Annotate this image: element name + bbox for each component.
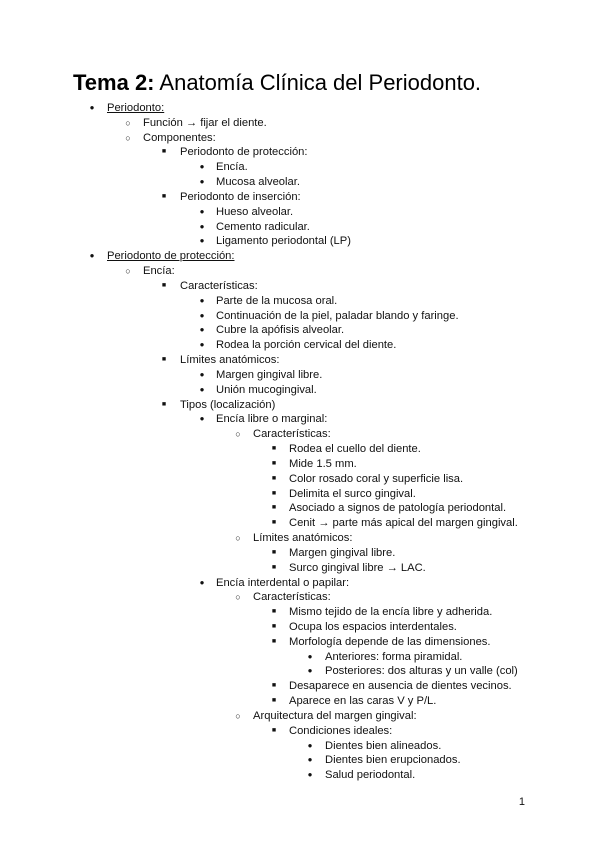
list-item: [0, 427, 600, 442]
list-item-text: Encía:: [143, 265, 175, 278]
bullet-icon: ●: [307, 666, 313, 676]
list-item: [0, 383, 600, 398]
list-item-text: Encía.: [216, 161, 248, 174]
bullet-icon: ■: [271, 682, 277, 690]
list-item: [0, 190, 600, 205]
bullet-icon: ●: [199, 325, 205, 335]
list-item: [0, 576, 600, 591]
list-item: [0, 531, 600, 546]
bullet-icon: ●: [199, 340, 205, 350]
list-item-text: Dientes bien alineados.: [325, 739, 442, 752]
bullet-icon: ■: [271, 474, 277, 482]
list-item: [0, 131, 600, 146]
list-item-text: Margen gingival libre.: [216, 368, 323, 381]
bullet-icon: ○: [125, 132, 131, 143]
bullet-icon: ●: [307, 755, 313, 765]
list-item: [0, 457, 600, 472]
list-item-text: Unión mucogingival.: [216, 383, 317, 396]
list-item: [0, 605, 600, 620]
title-rest: Anatomía Clínica del Periodonto.: [154, 70, 482, 95]
list-item-text: Hueso alveolar.: [216, 205, 294, 218]
list-item: [0, 620, 600, 635]
list-item-text: Salud periodontal.: [325, 769, 416, 782]
bullet-icon: ●: [307, 770, 313, 780]
list-item: [0, 353, 600, 368]
bullet-icon: ○: [125, 117, 131, 128]
list-item-text: Periodonto de inserción:: [180, 190, 301, 203]
bullet-icon: ■: [271, 504, 277, 512]
bullet-icon: ○: [235, 592, 241, 603]
list-item-text: Tipos (localización): [180, 398, 276, 411]
bullet-icon: ●: [89, 251, 95, 261]
list-item: [0, 679, 600, 694]
list-item-text: Función → fijar el diente.: [143, 116, 267, 129]
bullet-icon: ■: [161, 148, 167, 156]
list-item-text: Rodea la porción cervical del diente.: [216, 339, 397, 352]
list-item: [0, 249, 600, 264]
bullet-icon: ■: [271, 637, 277, 645]
list-item-text: Continuación de la piel, paladar blando y faringe.: [216, 309, 459, 322]
bullet-icon: ■: [271, 489, 277, 497]
list-item: [0, 768, 600, 783]
bullet-icon: ●: [199, 221, 205, 231]
bullet-icon: ●: [199, 162, 205, 172]
list-item: [0, 724, 600, 739]
list-item-text: Mucosa alveolar.: [216, 176, 300, 189]
outline-list: [0, 101, 600, 783]
bullet-icon: ●: [199, 369, 205, 379]
bullet-icon: ■: [271, 563, 277, 571]
list-item-text: Ocupa los espacios interdentales.: [289, 620, 457, 633]
list-item-text: Mide 1.5 mm.: [289, 457, 357, 470]
page-title: [73, 70, 481, 96]
list-item: [0, 279, 600, 294]
list-item: [0, 516, 600, 531]
bullet-icon: ■: [161, 356, 167, 364]
list-item-text: Límites anatómicos:: [253, 532, 353, 545]
bullet-icon: ●: [199, 384, 205, 394]
list-item-text: Cubre la apófisis alveolar.: [216, 324, 345, 337]
list-item-text: Cemento radicular.: [216, 220, 310, 233]
list-item: [0, 160, 600, 175]
list-item: [0, 116, 600, 131]
list-item: [0, 709, 600, 724]
list-item: [0, 145, 600, 160]
list-item: [0, 739, 600, 754]
list-item: [0, 338, 600, 353]
bullet-icon: ■: [271, 445, 277, 453]
bullet-icon: ○: [125, 266, 131, 277]
list-item: [0, 753, 600, 768]
list-item: [0, 590, 600, 605]
list-item: [0, 175, 600, 190]
list-item-text: Aparece en las caras V y P/L.: [289, 695, 437, 708]
list-item: [0, 487, 600, 502]
list-item-text: Ligamento periodontal (LP): [216, 235, 351, 248]
bullet-icon: ■: [271, 548, 277, 556]
title-bold: Tema 2:: [73, 70, 155, 95]
bullet-icon: ■: [161, 281, 167, 289]
list-item-text: Características:: [253, 591, 331, 604]
list-item-text: Posteriores: dos alturas y un valle (col): [325, 665, 518, 678]
list-item-text: Delimita el surco gingival.: [289, 487, 416, 500]
bullet-icon: ■: [161, 400, 167, 408]
bullet-icon: ●: [89, 103, 95, 112]
bullet-icon: ■: [271, 519, 277, 527]
list-item-text: Mismo tejido de la encía libre y adherida.: [289, 606, 493, 619]
list-item-text: Encía interdental o papilar:: [216, 576, 350, 589]
list-item-text: Color rosado coral y superficie lisa.: [289, 472, 464, 485]
list-item-text: Dientes bien erupcionados.: [325, 754, 461, 767]
list-item-text: Surco gingival libre → LAC.: [289, 561, 426, 574]
bullet-icon: ●: [199, 295, 205, 305]
bullet-icon: ○: [235, 429, 241, 440]
page-number: 1: [518, 796, 525, 808]
list-item: [0, 472, 600, 487]
list-item-text: Periodonto:: [107, 102, 165, 114]
list-item-text: Periodonto de protección:: [180, 146, 308, 159]
list-item-text: Morfología depende de las dimensiones.: [289, 635, 491, 648]
list-item: [0, 561, 600, 576]
list-item-text: Desaparece en ausencia de dientes vecinos.: [289, 680, 512, 693]
list-item: [0, 412, 600, 427]
list-item-text: Límites anatómicos:: [180, 354, 280, 367]
bullet-icon: ○: [235, 710, 241, 721]
bullet-icon: ■: [271, 608, 277, 616]
list-item-text: Rodea el cuello del diente.: [289, 443, 421, 456]
list-item-text: Parte de la mucosa oral.: [216, 294, 338, 307]
bullet-icon: ■: [271, 622, 277, 630]
list-item-text: Encía libre o marginal:: [216, 413, 328, 426]
list-item: [0, 323, 600, 338]
list-item: [0, 664, 600, 679]
bullet-icon: ●: [199, 236, 205, 246]
list-item: [0, 635, 600, 650]
list-item-text: Características:: [180, 279, 258, 292]
list-item-text: Anteriores: forma piramidal.: [325, 650, 463, 663]
list-item-text: Periodonto de protección:: [107, 250, 235, 263]
list-item-text: Margen gingival libre.: [289, 546, 396, 559]
list-item-text: Arquitectura del margen gingival:: [253, 709, 417, 722]
list-item-text: Condiciones ideales:: [289, 724, 393, 737]
bullet-icon: ●: [199, 206, 205, 216]
bullet-icon: ■: [271, 726, 277, 734]
list-item: [0, 368, 600, 383]
bullet-icon: ●: [199, 577, 205, 587]
bullet-icon: ■: [161, 192, 167, 200]
bullet-icon: ●: [199, 310, 205, 320]
list-item: [0, 442, 600, 457]
list-item-text: Componentes:: [143, 131, 216, 144]
list-item: [0, 546, 600, 561]
bullet-icon: ●: [199, 177, 205, 187]
bullet-icon: ●: [199, 414, 205, 424]
list-item: [0, 294, 600, 309]
list-item: [0, 220, 600, 235]
list-item: [0, 234, 600, 249]
bullet-icon: ●: [307, 740, 313, 750]
list-item: [0, 205, 600, 220]
bullet-icon: ○: [235, 533, 241, 544]
list-item: [0, 650, 600, 665]
list-item-text: Cenit → parte más apical del margen gingival.: [289, 517, 518, 530]
list-item: [0, 264, 600, 279]
list-item: [0, 501, 600, 516]
bullet-icon: ■: [271, 697, 277, 705]
list-item-text: Asociado a signos de patología periodontal.: [289, 502, 507, 515]
list-item: [0, 398, 600, 413]
list-item: [0, 694, 600, 709]
list-item: [0, 101, 600, 116]
bullet-icon: ●: [307, 651, 313, 661]
bullet-icon: ■: [271, 459, 277, 467]
list-item: [0, 309, 600, 324]
list-item-text: Características:: [253, 428, 331, 441]
